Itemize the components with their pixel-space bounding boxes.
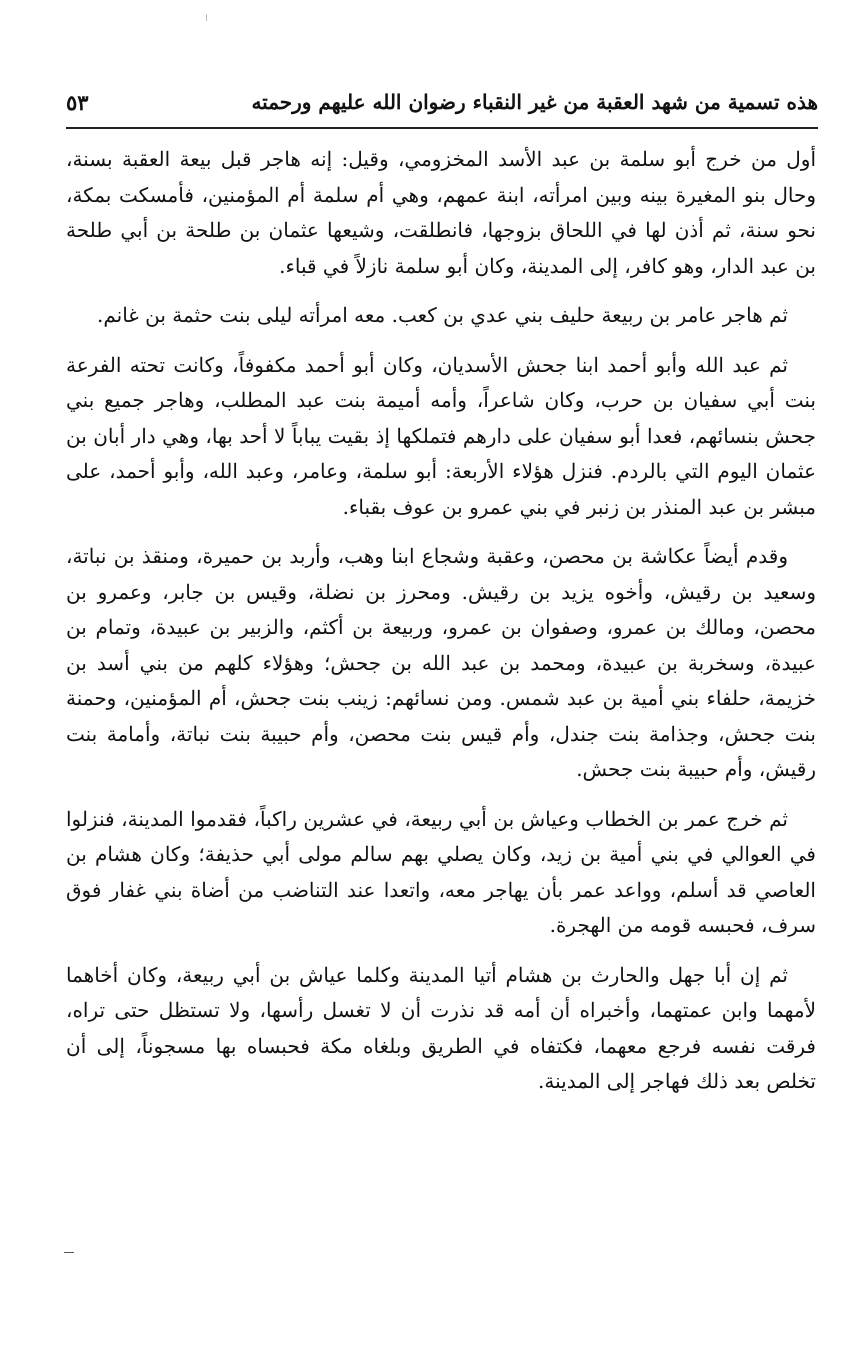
page-number: ٥٣ xyxy=(66,90,89,115)
page-header xyxy=(66,82,818,126)
header-divider xyxy=(66,127,818,129)
running-title: هذه تسمية من شهد العقبة من غير النقباء رضوان الله عليهم ورحمته xyxy=(251,90,818,114)
paragraph-abu-salama: أول من خرج أبو سلمة بن عبد الأسد المخزومي، وقيل: إنه هاجر قبل بيعة العقبة بسنة، وحال بنو المغيرة بينه وبين امرأته، ابنة عمهم، وهي أم سلمة أم المؤمنين، فأمسكت بمكة، نحو سنة، ثم أذن لها في اللحاق بزوجها، فانطلقت، وشيعها عثمان بن طلحة بن أبي طلحة بن عبد الدار، وهو كافر، إلى المدينة، وكان أبو سلمة نازلاً في قباء. xyxy=(66,147,816,278)
paragraph-ukasha-and-allies: وقدم أيضاً عكاشة بن محصن، وعقبة وشجاع ابنا وهب، وأربد بن حميرة، ومنقذ بن نباتة، وسعيد بن رقيش، وأخوه يزيد بن رقيش. ومحرز بن نضلة، وقيس بن جابر، وعمرو بن محصن، ومالك بن عمرو، وصفوان بن عمرو، وربيعة بن أكثم، والزبير بن عبيدة، وتمام بن عبيدة، وسخربة بن عبيدة، ومحمد بن عبد الله بن جحش؛ وهؤلاء كلهم من بني أسد بن خزيمة، حلفاء بني أمية بن عبد شمس. ومن نسائهم: زينب بنت جحش، أم المؤمنين، وحمنة بنت جحش، وجذامة بنت جندل، وأم قيس بنت محصن، وأم حبيبة بنت نباتة، وأمامة بنت رقيش، وأم حبيبة بنت جحش. xyxy=(66,544,816,781)
paragraph-amir-bin-rabia: ثم هاجر عامر بن ربيعة حليف بني عدي بن كعب. معه امرأته ليلى بنت حثمة بن غانم. xyxy=(96,303,788,327)
scan-mark xyxy=(206,14,207,21)
paragraph-umar-ibn-al-khattab: ثم خرج عمر بن الخطاب وعياش بن أبي ربيعة، في عشرين راكباً، فقدموا المدينة، فنزلوا في العوالي في بني أمية بن زيد، وكان يصلي بهم سالم مولى أبي حذيفة؛ وكان هشام بن العاصي قد أسلم، وواعد عمر بأن يهاجر معه، واتعدا عند التناضب من أضاة بني غفار فوق سرف، فحبسه قومه من الهجرة. xyxy=(66,806,816,937)
paragraph-abu-jahl: ثم إن أبا جهل والحارث بن هشام أتيا المدينة وكلما عياش بن أبي ربيعة، وكان أخاهما لأمهما وابن عمتهما، وأخبراه أن أمه قد نذرت أن لا تغسل رأسها، ولا تستظل حتى تراه، فرقت نفسه فرجع معهما، فكتفاه في الطريق وبلغاه مكة فحبساه بها مسجوناً، إلى أن تخلص بعد ذلك فهاجر إلى المدينة. xyxy=(66,962,816,1093)
margin-mark xyxy=(64,1252,74,1253)
main-text xyxy=(66,142,816,1114)
paragraph-bani-jahsh: ثم عبد الله وأبو أحمد ابنا جحش الأسديان، وكان أبو أحمد مكفوفاً، وكانت تحته الفرعة بنت أبي سفيان بن حرب، وكان شاعراً، وأمه أميمة بنت عبد المطلب، وهاجر جميع بني جحش بنسائهم، فعدا أبو سفيان على دارهم فتملكها إذ بقيت يباباً لا أحد بها، وهي دار أبان بن عثمان اليوم التي بالردم. فنزل هؤلاء الأربعة: أبو سلمة، وعامر، وعبد الله، وأبو أحمد، على مبشر بن عبد المنذر بن زنبر في بني عمرو بن عوف بقباء. xyxy=(66,352,816,519)
